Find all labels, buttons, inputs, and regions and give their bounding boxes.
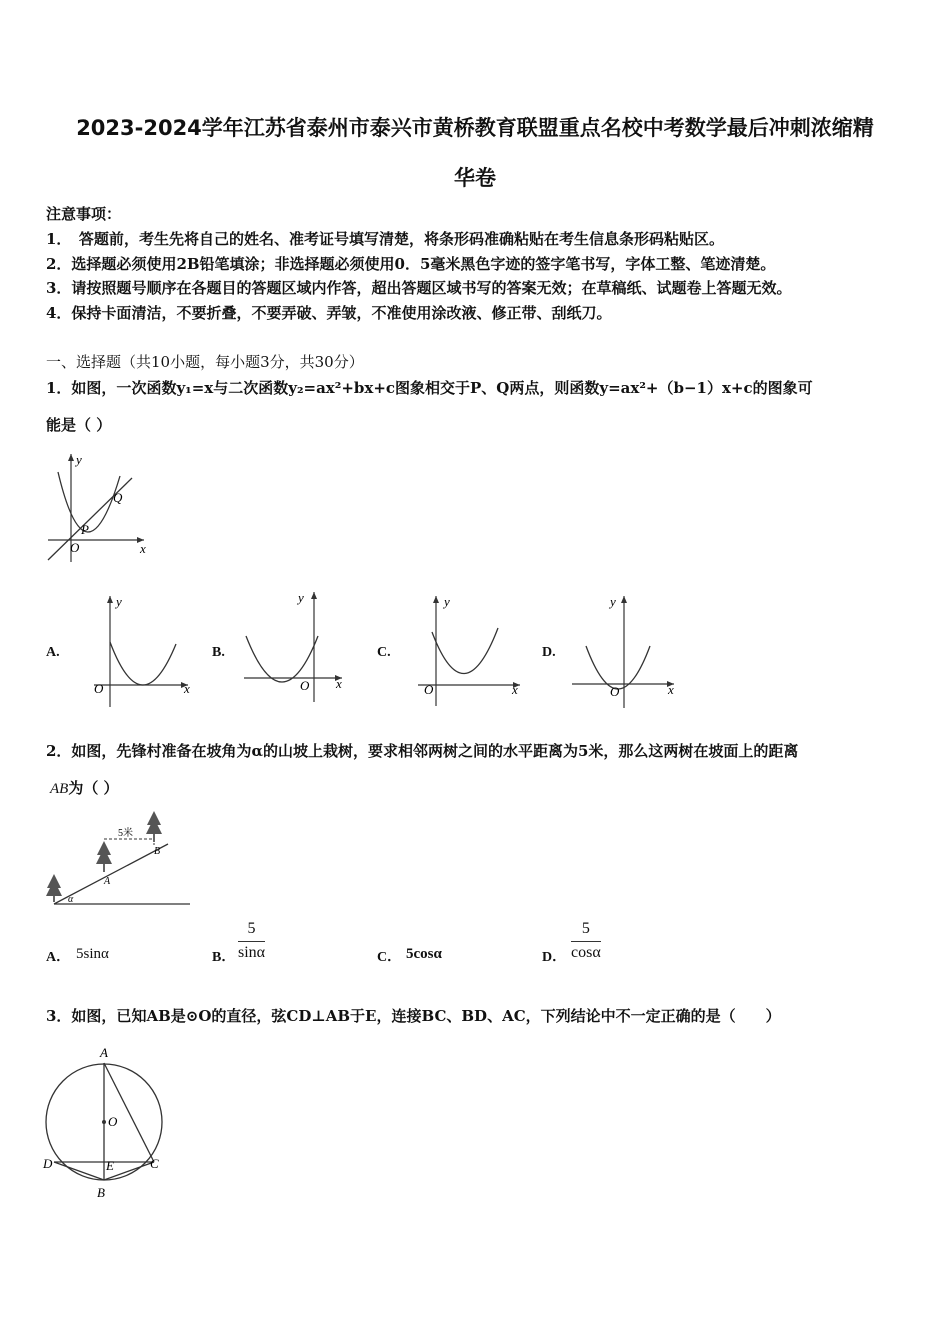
q2-option-d-label[interactable]: D． (542, 950, 567, 965)
q1c-origin-label: O (424, 682, 434, 697)
q1c-y-label: y (444, 594, 450, 609)
question-1-text-line-2: 能是（ ） (46, 416, 112, 434)
fig3-a-label: A (100, 1045, 108, 1060)
tree-icon (46, 874, 62, 902)
q1a-origin-label: O (94, 681, 104, 696)
q2-ab-variable: AB (50, 781, 69, 797)
q2-option-d-numerator: 5 (571, 920, 601, 942)
question-2-text-line-2 (50, 777, 119, 798)
question-3-figure (40, 1040, 170, 1200)
q2-option-b-denominator: sinα (238, 944, 266, 961)
fig2-distance-label: 5米 (118, 828, 133, 839)
notice-item-4: 4．保持卡面清洁，不要折叠，不要弄破、弄皱，不准使用涂改液、修正带、刮纸刀。 (46, 304, 612, 322)
q2-option-d-denominator: cosα (571, 944, 601, 961)
fig2-alpha-label: α (68, 894, 74, 905)
page-title-line-1: 2023-2024学年江苏省泰州市泰兴市黄桥教育联盟重点名校中考数学最后冲刺浓缩精 (76, 116, 874, 140)
notice-item-3: 3．请按照题号顺序在各题目的答题区域内作答，超出答题区域书写的答案无效；在草稿纸、试题卷上答题无效。 (46, 279, 792, 297)
q1a-y-label: y (116, 594, 122, 609)
q1-option-a-graph[interactable] (88, 592, 198, 710)
fig1-origin-label: O (70, 540, 80, 555)
q1-option-b-label[interactable]: B. (212, 645, 225, 660)
notice-item-1: 1． 答题前，考生先将自己的姓名、准考证号填写清楚，将条形码准确粘贴在考生信息条形码粘贴区。 (46, 230, 724, 248)
section-heading: 一、选择题（共10小题，每小题3分，共30分） (46, 353, 364, 371)
q1-option-d-label[interactable]: D. (542, 645, 556, 660)
q1b-y-label: y (298, 590, 304, 605)
q1-option-a-label[interactable]: A. (46, 645, 60, 660)
fig1-q-label: Q (113, 490, 123, 505)
q1d-origin-label: O (610, 684, 620, 699)
notice-heading: 注意事项： (46, 205, 122, 223)
fig1-y-label: y (76, 452, 82, 467)
tree-icon (146, 811, 162, 842)
q2-option-c-value[interactable]: 5cosα (406, 946, 442, 962)
q2-option-d-fraction[interactable] (571, 920, 601, 962)
q1d-x-label: x (668, 682, 674, 697)
q1a-x-label: x (184, 681, 190, 696)
q2-option-b-numerator: 5 (238, 920, 265, 942)
fig3-d-label: D (43, 1156, 53, 1171)
q1-option-c-graph[interactable] (412, 592, 527, 710)
fig1-p-label: P (81, 522, 89, 537)
q1c-x-label: x (512, 682, 518, 697)
q2-option-b-label[interactable]: B． (212, 950, 236, 965)
question-2-figure (42, 808, 197, 910)
q1-option-d-graph[interactable] (568, 592, 683, 710)
fig3-b-label: B (97, 1185, 105, 1200)
fig3-o-label: O (108, 1114, 118, 1129)
q2-line-2-rest: 为（ ） (68, 779, 119, 797)
fig2-b-label: B (154, 846, 161, 857)
q2-option-a-value[interactable]: 5sinα (76, 946, 109, 962)
q1-option-c-label[interactable]: C. (377, 645, 391, 660)
page-title-line-2: 华卷 (454, 166, 496, 190)
fig1-x-label: x (140, 541, 146, 556)
fig3-c-label: C (150, 1156, 159, 1171)
q2-option-c-label[interactable]: C． (377, 950, 402, 965)
notice-item-2: 2．选择题必须使用2B铅笔填涂；非选择题必须使用0．5毫米黑色字迹的签字笔书写，字体工整、笔迹清楚。 (46, 255, 776, 273)
fig2-a-label: A (104, 876, 111, 887)
q2-option-b-fraction[interactable] (238, 920, 265, 962)
question-3-text-line-1: 3．如图，已知AB是⊙O的直径，弦CD⊥AB于E，连接BC、BD、AC，下列结论中不一定正确的是（ ） (46, 1007, 781, 1025)
q1-option-b-graph[interactable] (238, 588, 348, 706)
question-1-text-line-1: 1．如图，一次函数y₁=x与二次函数y₂=ax²+bx+c图象相交于P、Q两点，则函数y=ax²+（b−1）x+c的图象可 (46, 379, 813, 397)
question-2-text-line-1: 2．如图，先锋村准备在坡角为α的山坡上栽树，要求相邻两树之间的水平距离为5米，那么这两树在坡面上的距离 (46, 742, 799, 760)
tree-icon (96, 841, 112, 872)
q1b-x-label: x (336, 676, 342, 691)
q1b-origin-label: O (300, 678, 310, 693)
fig3-e-label: E (106, 1158, 114, 1173)
q1d-y-label: y (610, 594, 616, 609)
question-1-figure (40, 450, 160, 568)
q2-option-a-label[interactable]: A． (46, 950, 71, 965)
